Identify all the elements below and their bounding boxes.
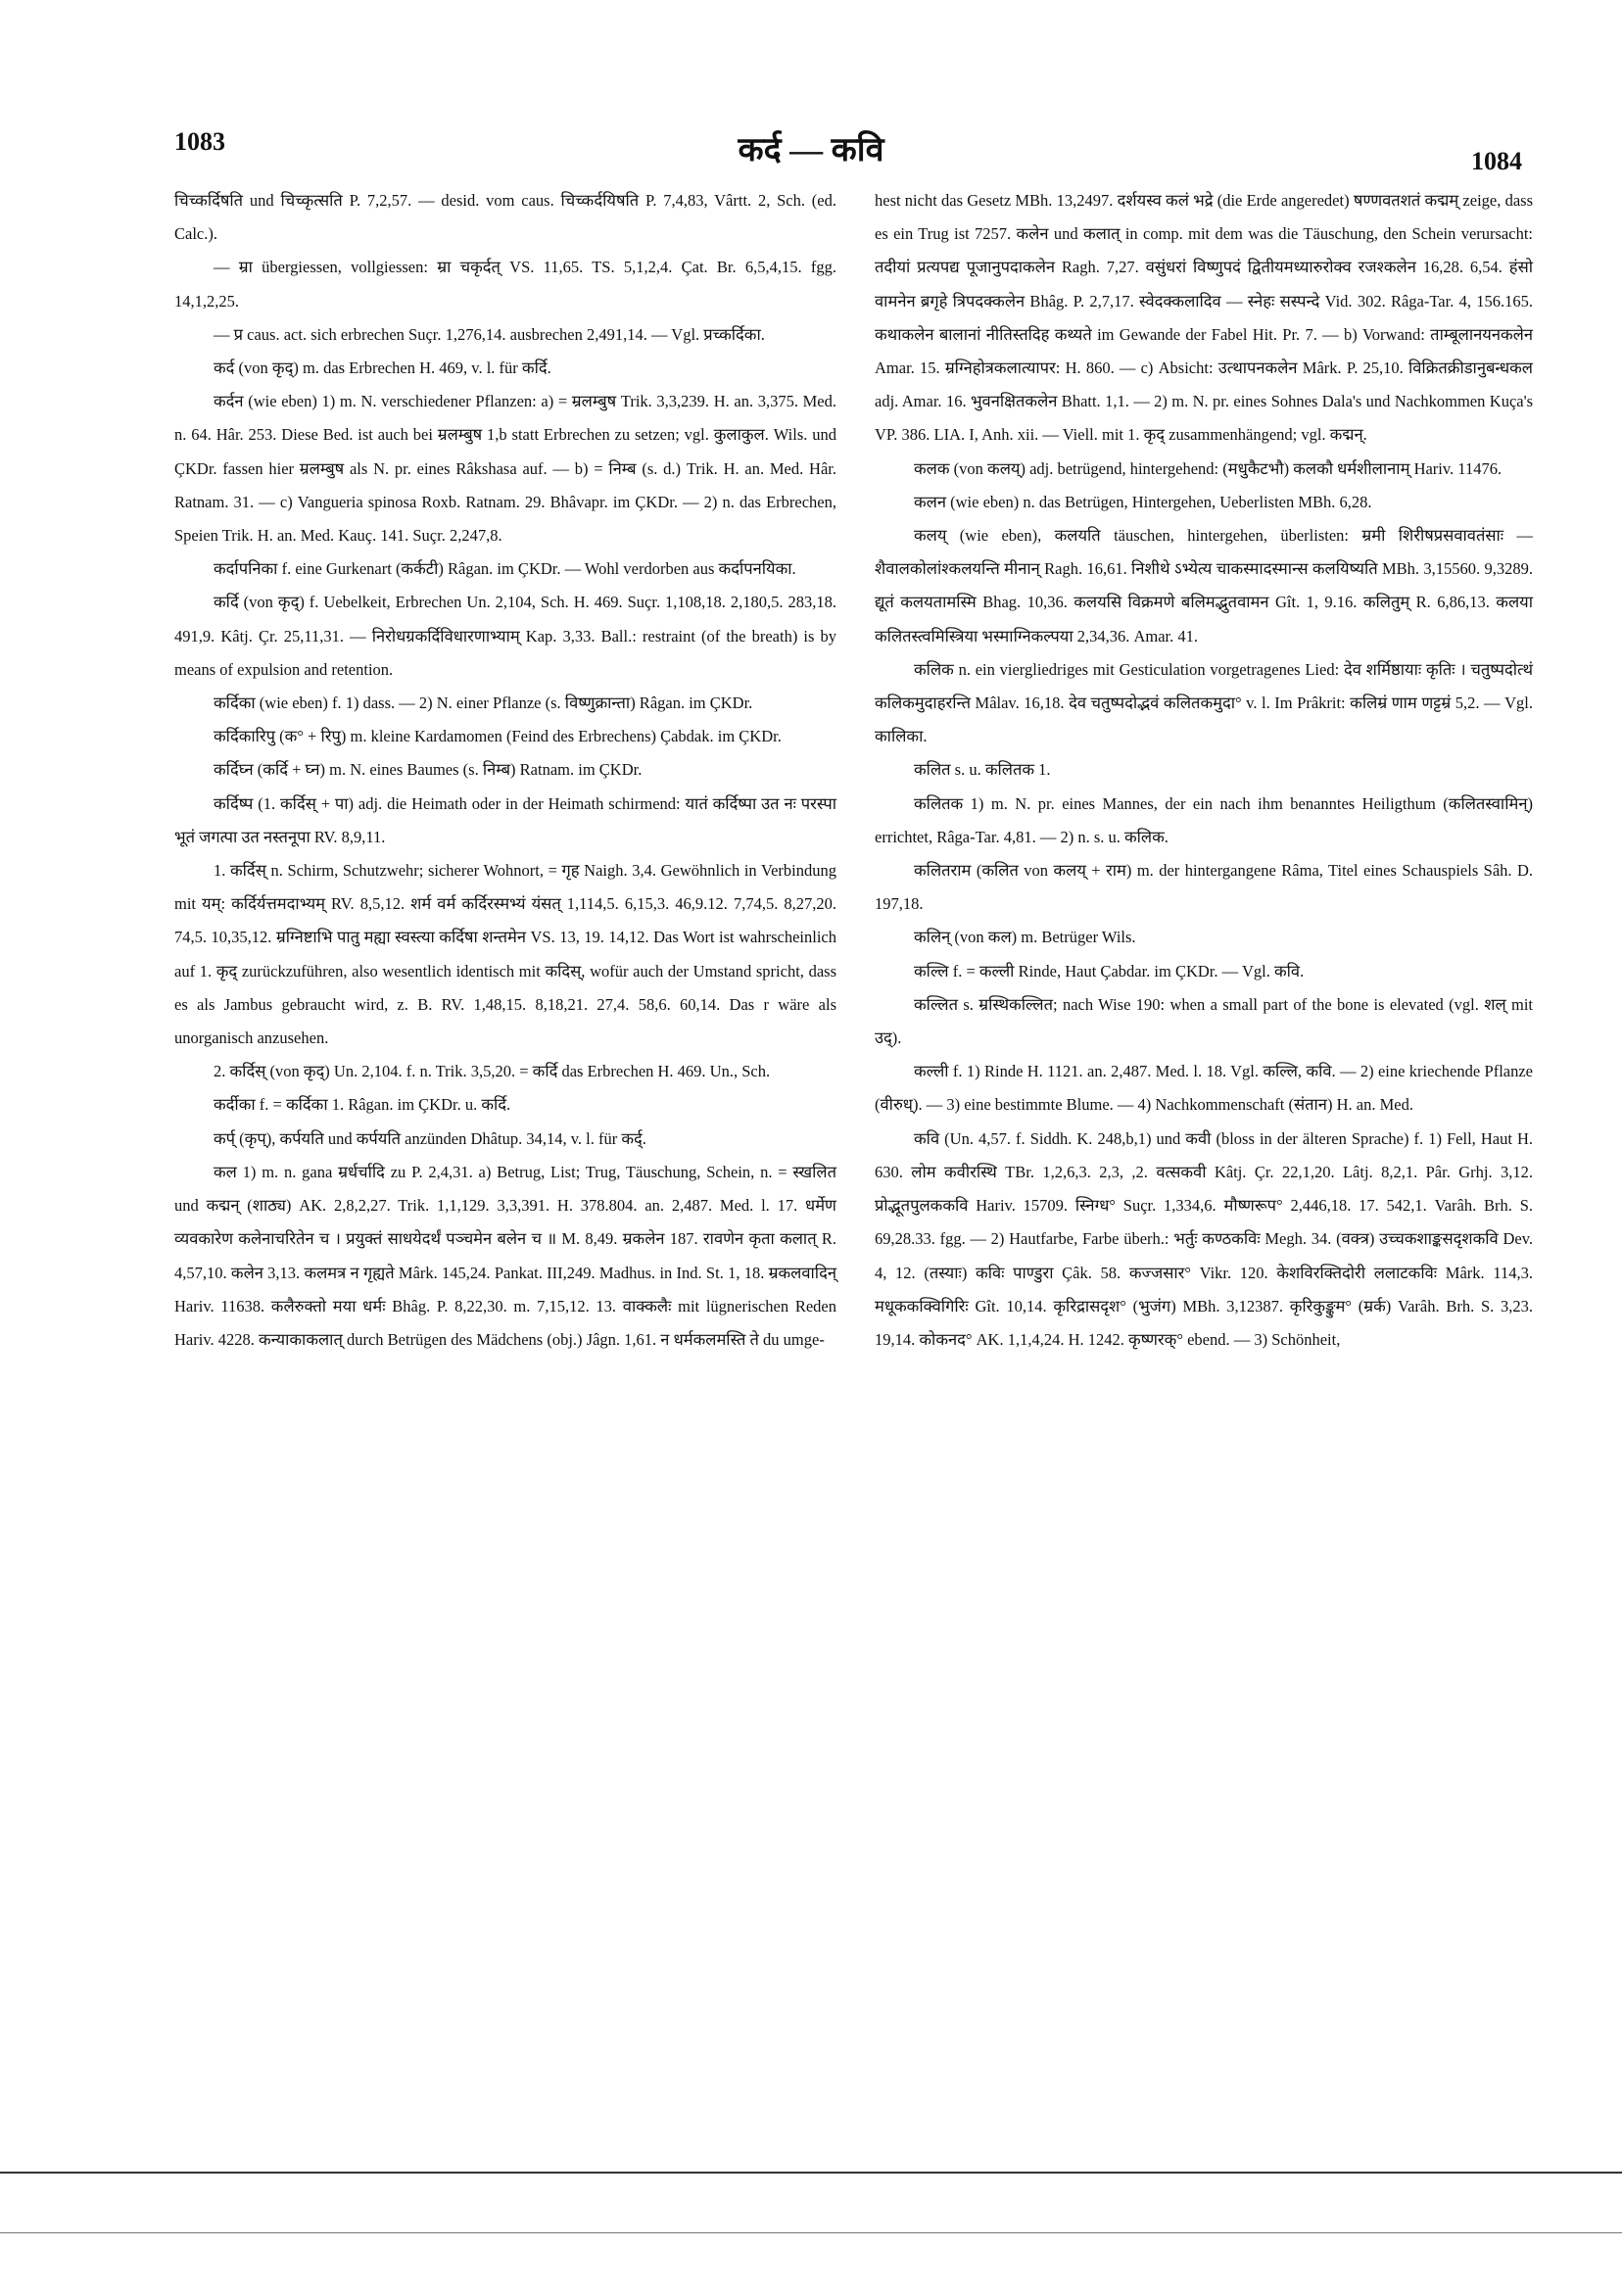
entry: hest nicht das Gesetz MBh. 13,2497. दर्शयस्व कलं भद्रे (die Erde angeredet) षण्णवतशतं कद्मम् zeige, dass es ein Trug ist 7257. कलेन und कलात् in comp. mit dem was die Täuschung, den Schein verursacht: तदीयां प्रत्यपद्य पूजानुपदाकलेन Ragh. 7,27. वसुंधरां विष्णुपदं द्वितीयमध्यारुरोक्व रजश्कलेन 16,28. 6,54. हंसो वामनेन ब्रगृहे त्रिपदक्कलेन Bhâg. P. 2,7,17. स्वेदक्कलादिव — स्नेहः सस्पन्दे Vid. 302. Râga-Tar. 4, 156.165. कथाकलेन बालानां नीतिस्तदिह कथ्यते im Gewande der Fabel Hit. Pr. 7. — b) Vorwand: ताम्बूलानयनकलेन Amar. 15. म्रग्निहोत्रकलात्यापर: H. 860. — c) Absicht: उत्थापनकलेन Mârk. P. 25,10. विक्रितक्रीडानुबन्धकल adj. Amar. 16. भुवनक्षितकलेन Bhatt. 1,1. — 2) m. N. pr. eines Sohnes Dala's und Nachkommen Kuça's VP. 386. LIA. I, Anh. xii. — Viell. mit 1. कृद् zusammenhängend; vgl. कद्मन्. bbox=[875, 191, 1533, 445]
entry: कल्ली f. 1) Rinde H. 1121. an. 2,487. Med. l. 18. Vgl. कल्लि, कवि. — 2) eine kriechende Pflanze (वीरुध्). — 3) eine bestimmte Blume. — 4) Nachkommenschaft (संतान) H. an. Med. bbox=[875, 1062, 1533, 1115]
entry: कलिक n. ein viergliedriges mit Gesticulation vorgetragenes Lied: देव शर्मिष्ठायाः कृतिः । चतुष्पदोत्थं कलिकमुदाहरन्ति Mâlav. 16,18. देव चतुष्पदोद्भवं कलितकमुदा° v. l. Im Prâkrit: कलिम्रं णाम णट्टम्रं 5,2. — Vgl. कालिका. bbox=[875, 659, 1533, 746]
entry: कर्दीका f. = कर्दिका 1. Râgan. im ÇKDr. u. कर्दि. bbox=[214, 1095, 511, 1115]
entry: कर्दापनिका f. eine Gurkenart (कर्कटी) Râgan. im ÇKDr. — Wohl verdorben aus कर्दापनयिका. bbox=[214, 559, 796, 579]
entry: कलय् (wie eben), कलयति täuschen, hintergehen, überlisten: म्रमी शिरीषप्रसवावतंसाः — शैवालकोलांश्कलयन्ति मीनान् Ragh. 16,61. निशीथे ऽभ्येत्य चाकस्मादस्मान्स कलयिष्यति MBh. 3,15560. 9,3289. द्यूतं कलयतामस्मि Bhag. 10,36. कलयसि विक्रमणे बलिमद्भुतवामन Gît. 1, 9.16. कलितुम् R. 6,86,13. कलया कलितस्त्वमिस्त्रिया भस्माग्निकल्पया 2,34,36. Amar. 41. bbox=[875, 526, 1533, 646]
entry: — प्र caus. act. sich erbrechen Suçr. 1,276,14. ausbrechen 2,491,14. — Vgl. प्रच्कर्दिका. bbox=[214, 324, 765, 344]
page-number-right: 1084 bbox=[1471, 147, 1522, 175]
bottom-rule bbox=[0, 2172, 1622, 2174]
entry: कर्दन (wie eben) 1) m. N. verschiedener Pflanzen: a) = म्रलम्बुष Trik. 3,3,239. H. an. 3,375. Med. n. 64. Hâr. 253. Diese Bed. ist auch bei म्रलम्बुष 1,b statt Erbrechen zu setzen; vgl. कुलाकुल. Wils. und ÇKDr. fassen hier म्रलम्बुष als N. pr. eines Râkshasa auf. — b) = निम्ब (s. d.) Trik. H. an. Med. Hâr. Ratnam. 31. — c) Vangueria spinosa Roxb. Ratnam. 29. Bhâvapr. im ÇKDr. — 2) n. das Erbrechen, Speien Trik. H. an. Med. Kauç. 141. Suçr. 2,247,8. bbox=[174, 392, 836, 546]
entry: 2. कर्दिस् (von कृद्) Un. 2,104. f. n. Trik. 3,5,20. = कर्दि das Erbrechen H. 469. Un., Sch. bbox=[214, 1062, 771, 1081]
entry: कलिन् (von कल) m. Betrüger Wils. bbox=[914, 928, 1136, 947]
bottom-rule-secondary bbox=[0, 2232, 1622, 2233]
running-head: कर्द — कवि bbox=[738, 132, 884, 168]
entry: कर्दिका (wie eben) f. 1) dass. — 2) N. einer Pflanze (s. विष्णुक्रान्ता) Râgan. im ÇKDr. bbox=[214, 694, 753, 713]
entry: कर्प् (कृप्), कर्पयति und कर्पयति anzünden Dhâtup. 34,14, v. l. für कर्द्. bbox=[214, 1128, 646, 1148]
entry: कर्दि (von कृद्) f. Uebelkeit, Erbrechen Un. 2,104, Sch. H. 469. Suçr. 1,108,18. 2,180,5. 283,18. 491,9. Kâtj. Çr. 25,11,31. — निरोधग्रकर्दिविधारणाभ्याम् Kap. 3,33. Ball.: restraint (of the breath) is by means of expulsion and retention. bbox=[174, 593, 836, 679]
entry: कलितक 1) m. N. pr. eines Mannes, der ein nach ihm benanntes Heiligthum (कलितस्वामिन्) errichtet, Râga-Tar. 4,81. — 2) n. s. u. कलिक. bbox=[875, 793, 1533, 846]
entry: कर्दिकारिपु (क° + रिपु) m. kleine Kardamomen (Feind des Erbrechens) Çabdak. im ÇKDr. bbox=[214, 727, 782, 746]
right-column bbox=[875, 184, 1533, 1357]
entry: कल 1) m. n. gana म्रर्धर्चादि zu P. 2,4,31. a) Betrug, List; Trug, Täuschung, Schein, n. = स्खलित und कद्मन् (शाठ्य) AK. 2,8,2,27. Trik. 1,1,129. 3,3,391. H. 378.804. an. 2,487. Med. l. 17. धर्मेण व्यवकारेण कलेनाचरितेन च । प्रयुक्तं साधयेदर्थं पञ्चमेन बलेन च ॥ M. 8,49. म्रकलेन 187. रावणेन कृता कलात् R. 4,57,10. कलेन 3,13. कलमत्र न गृह्यते Mârk. 145,24. Pankat. III,249. Madhus. in Ind. St. 1, 18. म्रकलवादिन् Hariv. 11638. कलैरुक्तो मया धर्मः Bhâg. P. 8,22,30. m. 7,15,12. 13. वाक्कलैः mit lügnerischen Reden Hariv. 4228. कन्याकाकलात् durch Betrügen des Mädchens (obj.) Jâgn. 1,61. न धर्मकलमस्ति ते du umge- bbox=[174, 1162, 836, 1349]
entry: चिच्कर्दिषति und चिच्कृत्सति P. 7,2,57. — desid. vom caus. चिच्कर्दयिषति P. 7,4,83, Vârtt. 2, Sch. (ed. Calc.). bbox=[174, 191, 836, 244]
page-number-left: 1083 bbox=[174, 127, 225, 156]
entry: कल्लित s. म्रस्थिकल्लित; nach Wise 190: when a small part of the bone is elevated (vgl. शल् mit उद्). bbox=[875, 994, 1533, 1048]
entry: — म्रा übergiessen, vollgiessen: म्रा चकृर्दत् VS. 11,65. TS. 5,1,2,4. Çat. Br. 6,5,4,15. fgg. 14,1,2,25. bbox=[174, 258, 836, 311]
entry: कर्द (von कृद्) m. das Erbrechen H. 469, v. l. für कर्दि. bbox=[214, 359, 551, 378]
entry: कलन (wie eben) n. das Betrügen, Hintergehen, Ueberlisten MBh. 6,28. bbox=[914, 492, 1372, 511]
entry: कलक (von कलय्) adj. betrügend, hintergehend: (मधुकैटभौ) कलकौ धर्मशीलानाम् Hariv. 11476. bbox=[914, 458, 1503, 478]
entry: कलित s. u. कलितक 1. bbox=[914, 760, 1051, 780]
entry: कर्दिष्प (1. कर्दिस् + पा) adj. die Heimath oder in der Heimath schirmend: यातं कर्दिष्पा उत नः परस्पा भूतं जगत्पा उत नस्तनूपा RV. 8,9,11. bbox=[174, 793, 836, 846]
entry: कर्दिघ्न (कर्दि + घ्न) m. N. eines Baumes (s. निम्ब) Ratnam. im ÇKDr. bbox=[214, 760, 643, 780]
entry: कल्लि f. = कल्ली Rinde, Haut Çabdar. im ÇKDr. — Vgl. कवि. bbox=[914, 961, 1305, 981]
entry: कवि (Un. 4,57. f. Siddh. K. 248,b,1) und कवी (bloss in der älteren Sprache) f. 1) Fell, Haut H. 630. लोम कवीरस्थि TBr. 1,2,6,3. 2,3, ,2. वत्सकवी Kâtj. Çr. 22,1,20. Lâtj. 8,2,1. Pâr. Grhj. 3,12. प्रोद्भूतपुलककवि Hariv. 15709. स्निग्ध° Suçr. 1,334,6. मौष्णरूप° 2,446,18. 17. 542,1. Varâh. Brh. S. 69,28.33. fgg. — 2) Hautfarbe, Farbe überh.: भर्तुः कण्ठकविः Megh. 34. (वक्त्र) उच्चकशाङ्कसदृशकवि Dev. 4, 12. (तस्याः) कविः पाण्डुरा Çâk. 58. कज्जसार° Vikr. 120. केशविरक्तिदोरी ललाटकविः Mârk. 114,3. मधूककक्विगिरिः Gît. 10,14. कृरिद्रासदृश° (भुजंग) MBh. 3,12387. कृरिकुङ्कुम° (म्रर्क) Varâh. Brh. S. 3,23. 19,14. कोकनद° AK. 1,1,4,24. H. 1242. कृष्णरक्° ebend. — 3) Schönheit, bbox=[875, 1128, 1533, 1349]
left-column bbox=[174, 184, 836, 1357]
entry: 1. कर्दिस् n. Schirm, Schutzwehr; sicherer Wohnort, = गृह Naigh. 3,4. Gewöhnlich in Verbindung mit यम्: कर्दिर्यत्तमदाभ्यम् RV. 8,5,12. शर्म वर्म कर्दिरस्मभ्यं यंसत् 1,114,5. 6,15,3. 46,9.12. 7,74,5. 8,27,20. 74,5. 10,35,12. म्रग्निष्टाभि पातु मह्या स्वस्त्या कर्दिषा शन्तमेन VS. 13, 19. 14,12. Das Wort ist wahrscheinlich auf 1. कृद् zurückzuführen, also wesentlich identisch mit कदिस्, wofür auch der Umstand spricht, dass es als Jambus gebraucht wird, z. B. RV. 1,48,15. 8,18,21. 27,4. 58,6. 60,14. Das r wäre als unorganisch anzusehen. bbox=[174, 861, 836, 1048]
entry: कलितराम (कलित von कलय् + राम) m. der hintergangene Râma, Titel eines Schauspiels Sâh. D. 197,18. bbox=[875, 861, 1533, 914]
